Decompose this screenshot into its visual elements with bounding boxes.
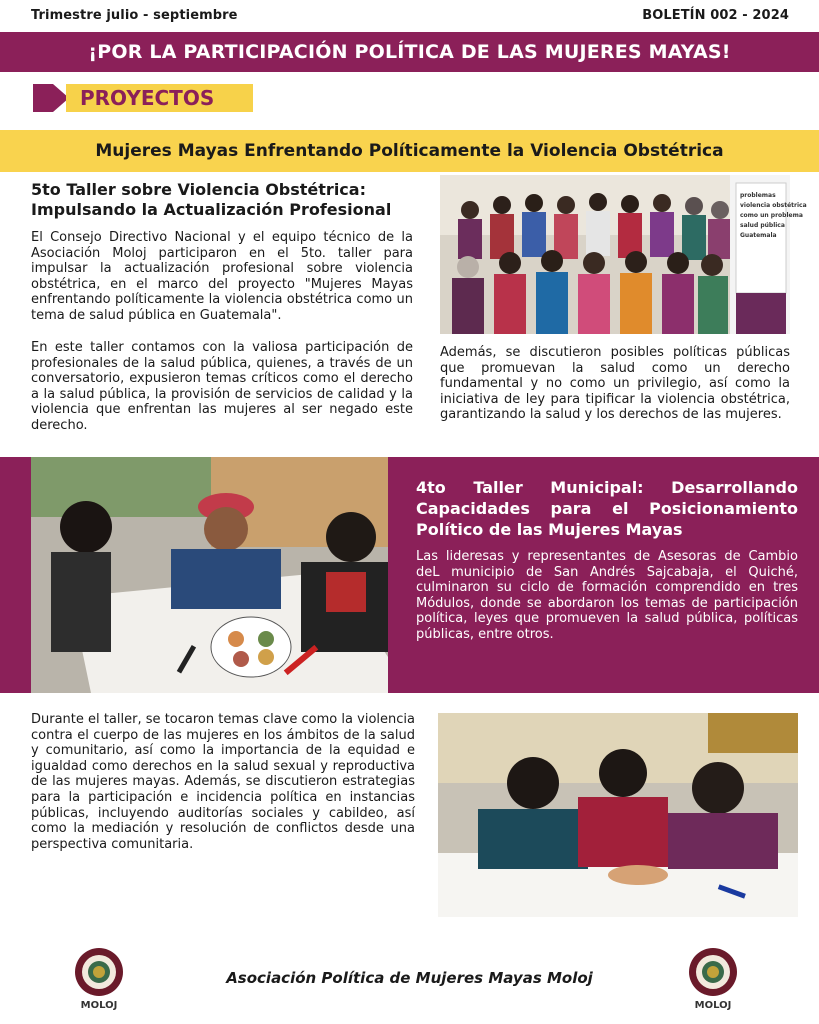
article1-heading-line1: 5to Taller sobre Violencia Obstétrica:: [31, 180, 366, 199]
moloj-logo-right: [680, 945, 746, 999]
poster-text-2: violencia obstétrica: [740, 202, 807, 209]
section-arrow: [33, 84, 53, 112]
moloj-logo-right-label: MOLOJ: [694, 1000, 732, 1011]
article1-paragraph3: Además, se discutieron posibles políticas públicas que promuevan la salud como un derecho fundamental y no como un privilegio, así como la iniciativa de ley para tipificar la violencia obstétrica, garantizando la salud y los derechos de las mujeres.: [440, 345, 790, 423]
article1-paragraph1: El Consejo Directivo Nacional y el equipo técnico de la Asociación Moloj participaron en el 5to. taller para impulsar la actualización profesional sobre violencia obstétrica, en el marco del proyecto "Mujeres Mayas enfrentando políticamente la violencia obstétrica como un tema de salud pública en Guatemala".: [31, 230, 413, 323]
workshop-photo: [31, 457, 388, 693]
period-label: Trimestre julio - septiembre: [31, 8, 238, 23]
poster-text-3: como un problema: [740, 212, 803, 219]
bulletin-number: BOLETÍN 002 - 2024: [642, 8, 789, 23]
project-title: Mujeres Mayas Enfrentando Políticamente la Violencia Obstétrica: [0, 130, 819, 172]
poster-text-4: salud pública: [740, 222, 785, 229]
women-working-photo: [438, 713, 798, 917]
poster-text-5: Guatemala: [740, 232, 777, 239]
moloj-logo-left-label: MOLOJ: [80, 1000, 118, 1011]
poster-text-1: problemas: [740, 192, 776, 199]
main-banner: ¡POR LA PARTICIPACIÓN POLÍTICA DE LAS MUJERES MAYAS!: [0, 32, 819, 72]
group-photo: [440, 175, 807, 334]
article1-heading-line2: Impulsando la Actualización Profesional: [31, 200, 392, 219]
article2-heading: 4to Taller Municipal: Desarrollando Capacidades para el Posicionamiento Político de las Mujeres Mayas: [416, 478, 798, 539]
article3-paragraph1: Durante el taller, se tocaron temas clave como la violencia contra el cuerpo de las mujeres en los ámbitos de la salud y comunitario, así como la importancia de la equidad e igualdad como derechos en la salud sexual y reproductiva de las mujeres mayas. Además, se discutieron estrategias para la participación e incidencia política en instancias públicas, incluyendo auditorías sociales y cabildeo, así como la mediación y resolución de conflictos desde una perspectiva comunitaria.: [31, 712, 415, 852]
article2-paragraph1: Las lideresas y representantes de Asesoras de Cambio deL municipio de San Andrés Sajcabaja, el Quiché, culminaron su ciclo de formación comprendido en tres Módulos, donde se abordaron los temas de participación política, leyes que promueven la salud pública, políticas públicas, entre otros.: [416, 549, 798, 642]
article1-paragraph2: En este taller contamos con la valiosa participación de profesionales de la salud pública, quienes, a través de un conversatorio, expusieron temas críticos como el derecho a la salud pública, la provisión de servicios de calidad y la violencia que enfrentan las mujeres al ser negado este derecho.: [31, 340, 413, 433]
article1-heading: [31, 180, 411, 220]
footer-org-name: Asociación Política de Mujeres Mayas Moloj: [226, 969, 593, 987]
section-label: PROYECTOS: [66, 84, 253, 112]
